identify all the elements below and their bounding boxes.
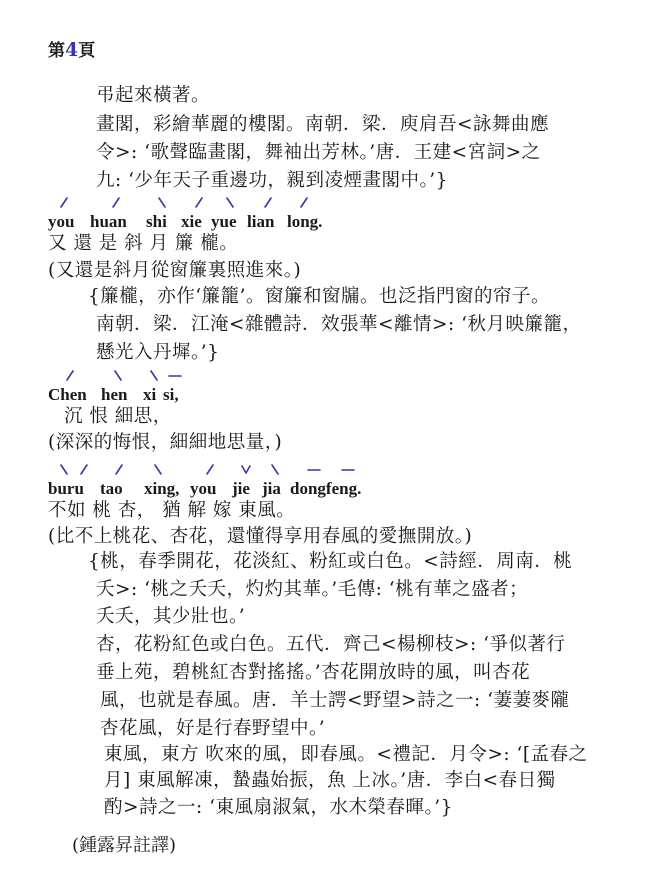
tone-rising-icon (204, 463, 216, 475)
tone-rising-icon (58, 196, 70, 208)
page-number (48, 36, 95, 61)
pinyin-syllable: lian (247, 212, 275, 231)
pinyin-syllable: jia (262, 479, 281, 498)
tone-level-icon (306, 463, 318, 475)
note-line: 東風，東方 吹來的風，即春風。<禮記．月令>: ‘[孟春之 (104, 744, 588, 765)
pinyin-syllable: you (190, 479, 217, 498)
tone-rising-icon (64, 369, 76, 381)
verse-chinese: 又 還 是 斜 月 簾 櫳。 (48, 233, 239, 254)
tone-falling-icon (152, 463, 164, 475)
tone-falling-icon (112, 369, 124, 381)
pinyin-syllable: buru (48, 479, 84, 498)
pinyin-syllable: hen (101, 385, 128, 404)
pinyin-syllable: long. (287, 212, 323, 231)
pinyin-syllable: tao (100, 479, 123, 498)
verse-chinese: 沉 恨 細思， (64, 406, 172, 427)
pinyin-syllable: si, (163, 385, 179, 404)
translator-credit: (鍾露昇註譯) (72, 835, 177, 856)
pinyin-syllable: jie (232, 479, 250, 498)
pinyin-syllable: Chen (48, 385, 87, 404)
pinyin-line (48, 212, 608, 232)
verse-chinese: 不如 桃 杏， 猶 解 嫁 東風。 (48, 500, 296, 521)
pinyin-syllable: you (48, 212, 75, 231)
note-line: 畫閣，彩繪華麗的樓閣。南朝．梁．庾肩吾<詠舞曲應 (96, 114, 550, 135)
note-line: 南朝．梁．江淹<雜體詩．效張華<離情>: ‘秋月映簾籠， (96, 314, 582, 335)
page-number-suffix: 頁 (78, 41, 96, 61)
tone-dipping-icon (240, 463, 252, 475)
tone-falling-icon (148, 369, 160, 381)
note-line: 九: ‘少年天子重邊功，親到凌煙畫閣中。’} (96, 170, 448, 191)
pinyin-syllable: shi (146, 212, 167, 231)
pinyin-syllable: xie (181, 212, 202, 231)
tone-falling-icon (269, 463, 281, 475)
pinyin-line (48, 479, 608, 499)
pinyin-syllable: yue (211, 212, 237, 231)
pinyin-syllable: xi (143, 385, 157, 404)
tone-falling-icon (58, 463, 70, 475)
note-line: 杏，花粉紅色或白色。五代．齊己<楊柳枝>: ‘爭似著行 (96, 634, 566, 655)
note-line: 月] 東風解凍，蟄蟲始振，魚 上冰。’唐．李白<春日獨 (104, 770, 556, 791)
tone-rising-icon (298, 196, 310, 208)
note-line: 夭夭，其少壯也。’ (96, 606, 246, 627)
tone-rising-icon (110, 196, 122, 208)
page-number-prefix: 第 (48, 41, 65, 61)
tone-rising-icon (78, 463, 90, 475)
note-line: 懸光入丹墀。’} (96, 342, 220, 363)
pinyin-line (48, 385, 348, 405)
note-line: 酌>詩之一: ‘東風扇淑氣，水木榮春暉。’} (104, 797, 453, 818)
verse-translation: (深深的悔恨，細細地思量，) (48, 432, 283, 453)
tone-rising-icon (193, 196, 205, 208)
tone-level-icon (340, 463, 352, 475)
note-line: 風，也就是春風。唐．羊士諤<野望>詩之一: ‘萋萋麥隴 (100, 690, 570, 711)
note-line: {桃，春季開花，花淡紅、粉紅或白色。<詩經．周南．桃 (88, 551, 573, 572)
tone-falling-icon (156, 196, 168, 208)
page-number-digit: 4 (65, 39, 79, 61)
pinyin-syllable: huan (90, 212, 127, 231)
note-line: 杏花風，好是行春野望中。’ (100, 718, 326, 739)
verse-translation: (比不上桃花、杏花，還懂得享用春風的愛撫開放。) (48, 526, 473, 547)
note-line: {簾櫳，亦作‘簾籠’。窗簾和窗牖。也泛指門窗的帘子。 (88, 286, 551, 307)
tone-falling-icon (224, 196, 236, 208)
note-line: 夭>: ‘桃之夭夭，灼灼其華。’毛傳: ‘桃有華之盛者； (96, 579, 529, 600)
pinyin-syllable: xing, (144, 479, 180, 498)
tone-level-icon (167, 369, 179, 381)
note-line: 令>: ‘歌聲臨畫閣，舞袖出芳林。’唐．王建<宮詞>之 (96, 142, 541, 163)
verse-translation: (又還是斜月從窗簾裏照進來。) (48, 260, 302, 281)
note-line: 弔起來橫著。 (96, 85, 211, 106)
note-line: 垂上苑，碧桃紅杏對搖搖。’杏花開放時的風，叫杏花 (96, 662, 531, 683)
pinyin-syllable: dongfeng. (290, 479, 362, 498)
tone-rising-icon (113, 463, 125, 475)
tone-rising-icon (262, 196, 274, 208)
